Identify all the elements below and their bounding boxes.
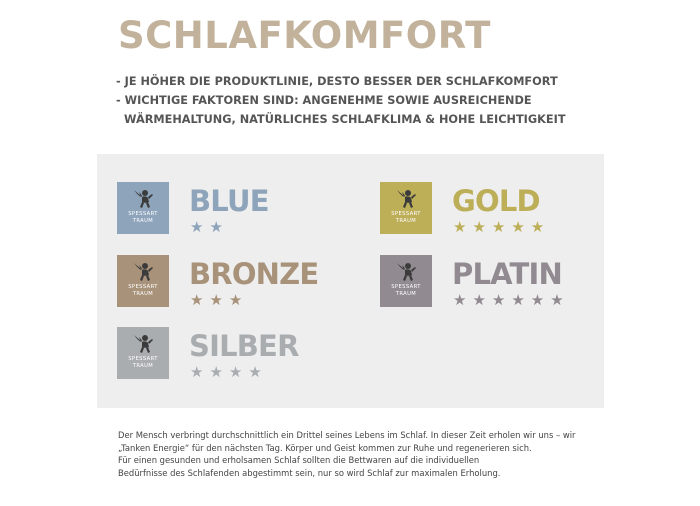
star-rating: ★★★★★ bbox=[453, 218, 551, 236]
logo-text: SPESSART TRAUM bbox=[391, 211, 421, 224]
spessart-traum-logo bbox=[117, 327, 169, 379]
bullet-item: - WICHTIGE FAKTOREN SIND: ANGENEHME SOWIE AUSREICHENDE bbox=[116, 94, 532, 107]
logo-text: SPESSART TRAUM bbox=[391, 284, 421, 297]
description-line: Für einen gesunden und erholsamen Schlaf sollten die Bettwaren auf die individuellen bbox=[118, 455, 480, 465]
product-platin bbox=[380, 255, 600, 311]
description-line: Bedürfnisse des Schlafenden abgestimmt sein, nur so wird Schlaf zur maximalen Erholung. bbox=[118, 467, 501, 478]
cherub-icon bbox=[130, 188, 156, 210]
cherub-icon bbox=[393, 261, 419, 283]
bullet-item: - JE HÖHER DIE PRODUKTLINIE, DESTO BESSER DER SCHLAFKOMFORT bbox=[116, 75, 558, 88]
product-line-panel bbox=[97, 154, 604, 408]
product-gold bbox=[380, 182, 600, 238]
bullet-list bbox=[116, 72, 566, 129]
star-rating: ★★★ bbox=[190, 291, 249, 309]
spessart-traum-logo bbox=[380, 255, 432, 307]
description-line: „Tanken Energie“ für den nächsten Tag. Körper und Geist kommen zur Ruhe und regenerieren sich. bbox=[118, 442, 532, 453]
spessart-traum-logo bbox=[117, 255, 169, 307]
cherub-icon bbox=[130, 261, 156, 283]
spessart-traum-logo bbox=[380, 182, 432, 234]
star-rating: ★★★★★★ bbox=[453, 291, 570, 309]
page-title: SCHLAFKOMFORT bbox=[118, 14, 491, 57]
bullet-item-continued: WÄRMEHALTUNG, NATÜRLICHES SCHLAFKLIMA & HOHE LEICHTIGKEIT bbox=[124, 113, 566, 126]
product-name: BLUE bbox=[189, 184, 269, 218]
star-rating: ★★ bbox=[190, 218, 229, 236]
cherub-icon bbox=[130, 333, 156, 355]
star-rating: ★★★★ bbox=[190, 363, 268, 381]
product-name: GOLD bbox=[452, 184, 540, 218]
logo-text: SPESSART TRAUM bbox=[128, 284, 158, 297]
spessart-traum-logo bbox=[117, 182, 169, 234]
description-line: Der Mensch verbringt durchschnittlich ein Drittel seines Lebens im Schlaf. In dieser Zeit erholen wir uns – wir bbox=[118, 430, 576, 440]
product-name: BRONZE bbox=[189, 257, 319, 291]
product-name: SILBER bbox=[189, 329, 299, 363]
product-name: PLATIN bbox=[452, 257, 562, 291]
description-text bbox=[118, 429, 588, 479]
product-bronze bbox=[117, 255, 337, 311]
logo-text: SPESSART TRAUM bbox=[128, 211, 158, 224]
product-blue bbox=[117, 182, 337, 238]
logo-text: SPESSART TRAUM bbox=[128, 356, 158, 369]
product-silber bbox=[117, 327, 337, 383]
cherub-icon bbox=[393, 188, 419, 210]
